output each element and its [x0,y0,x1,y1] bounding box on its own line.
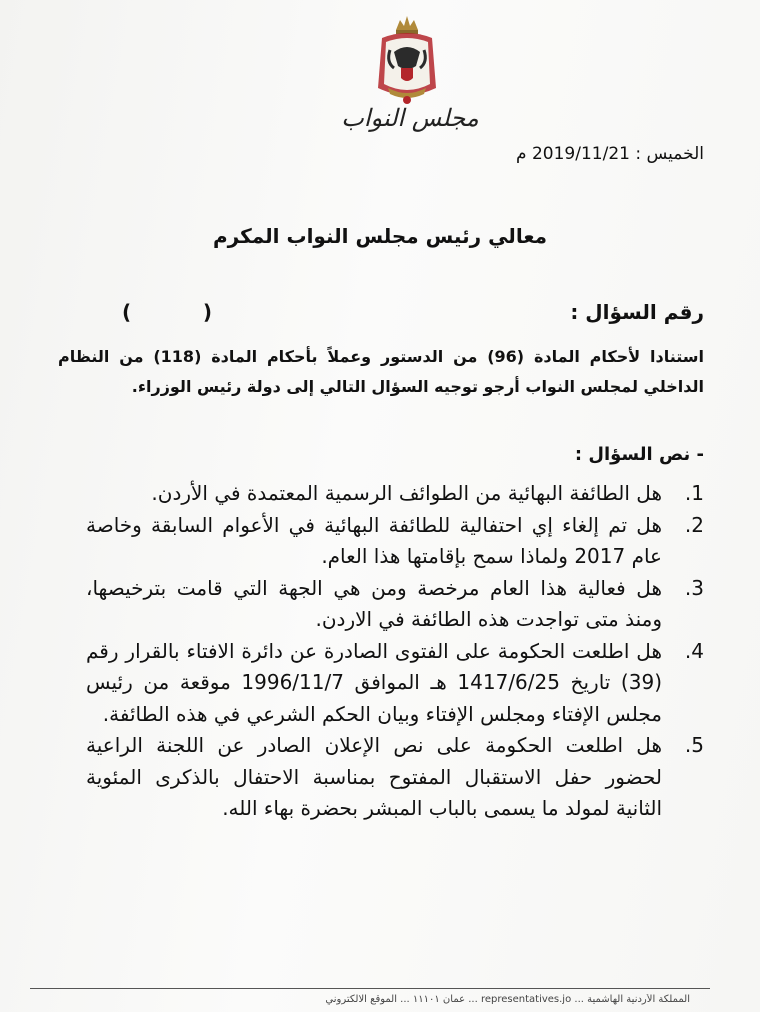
question-text: هل اطلعت الحكومة على الفتوى الصادرة عن دائرة الافتاء بالقرار رقم (39) تاريخ 1417/6/25 هـ الموافق 1996/11/7 موقعة من رئيس مجلس الإفتاء ومجلس الإفتاء وبيان الحكم الشرعي في هذه الطائفة. [86,638,662,726]
question-text: هل فعالية هذا العام مرخصة ومن هي الجهة التي قامت بترخيصها، ومنذ متى تواجدت هذه الطائفة في الاردن. [86,575,662,631]
question-number: 2. [684,512,704,537]
footer-divider [30,988,710,989]
question-item [86,636,704,731]
footer-address: المملكة الأردنية الهاشمية ... representatives.jo ... عمان ١١١٠١ ... الموقع الالكتروني [325,994,690,1005]
paren-close: ) [202,300,212,324]
question-number-label: رقم السؤال : [570,300,704,324]
question-number: 5. [684,733,704,757]
paren-open: ( [122,300,132,324]
coat-of-arms-emblem [372,10,442,110]
questions-heading: - نص السؤال : [574,444,704,465]
question-number: 4. [684,638,704,663]
question-item [86,510,704,573]
addressee-heading: معالي رئيس مجلس النواب المكرم [213,224,547,248]
question-text: هل الطائفة البهائية من الطوائف الرسمية المعتمدة في الأردن. [151,481,662,505]
preamble-paragraph: استنادا لأحكام المادة (96) من الدستور وعملاً بأحكام المادة (118) من النظام الداخلي لمجلس النواب أرجو توجيه السؤال التالي إلى دولة رئيس الوزراء. [58,347,704,396]
document-date: الخميس : 2019/11/21 م [516,144,704,164]
question-text: هل اطلعت الحكومة على نص الإعلان الصادر عن اللجنة الراعية لحضور حفل الاستقبال المفتوح بمناسبة الاحتفال بالذكرى المئوية الثانية لمولد ما يسمى بالباب المبشر بحضرة بهاء الله. [86,733,662,820]
question-item [86,478,704,510]
question-number: 1. [684,481,704,505]
question-text: هل تم إلغاء إي احتفالية للطائفة البهائية في الأعوام السابقة وخاصة عام 2017 ولماذا سمح بإقامتها هذا العام. [86,512,662,568]
institution-name: مجلس النواب [341,104,479,132]
question-list [86,478,704,825]
question-number: 3. [684,575,704,600]
question-item [86,573,704,636]
question-item [86,730,704,825]
question-number-field [122,300,212,324]
